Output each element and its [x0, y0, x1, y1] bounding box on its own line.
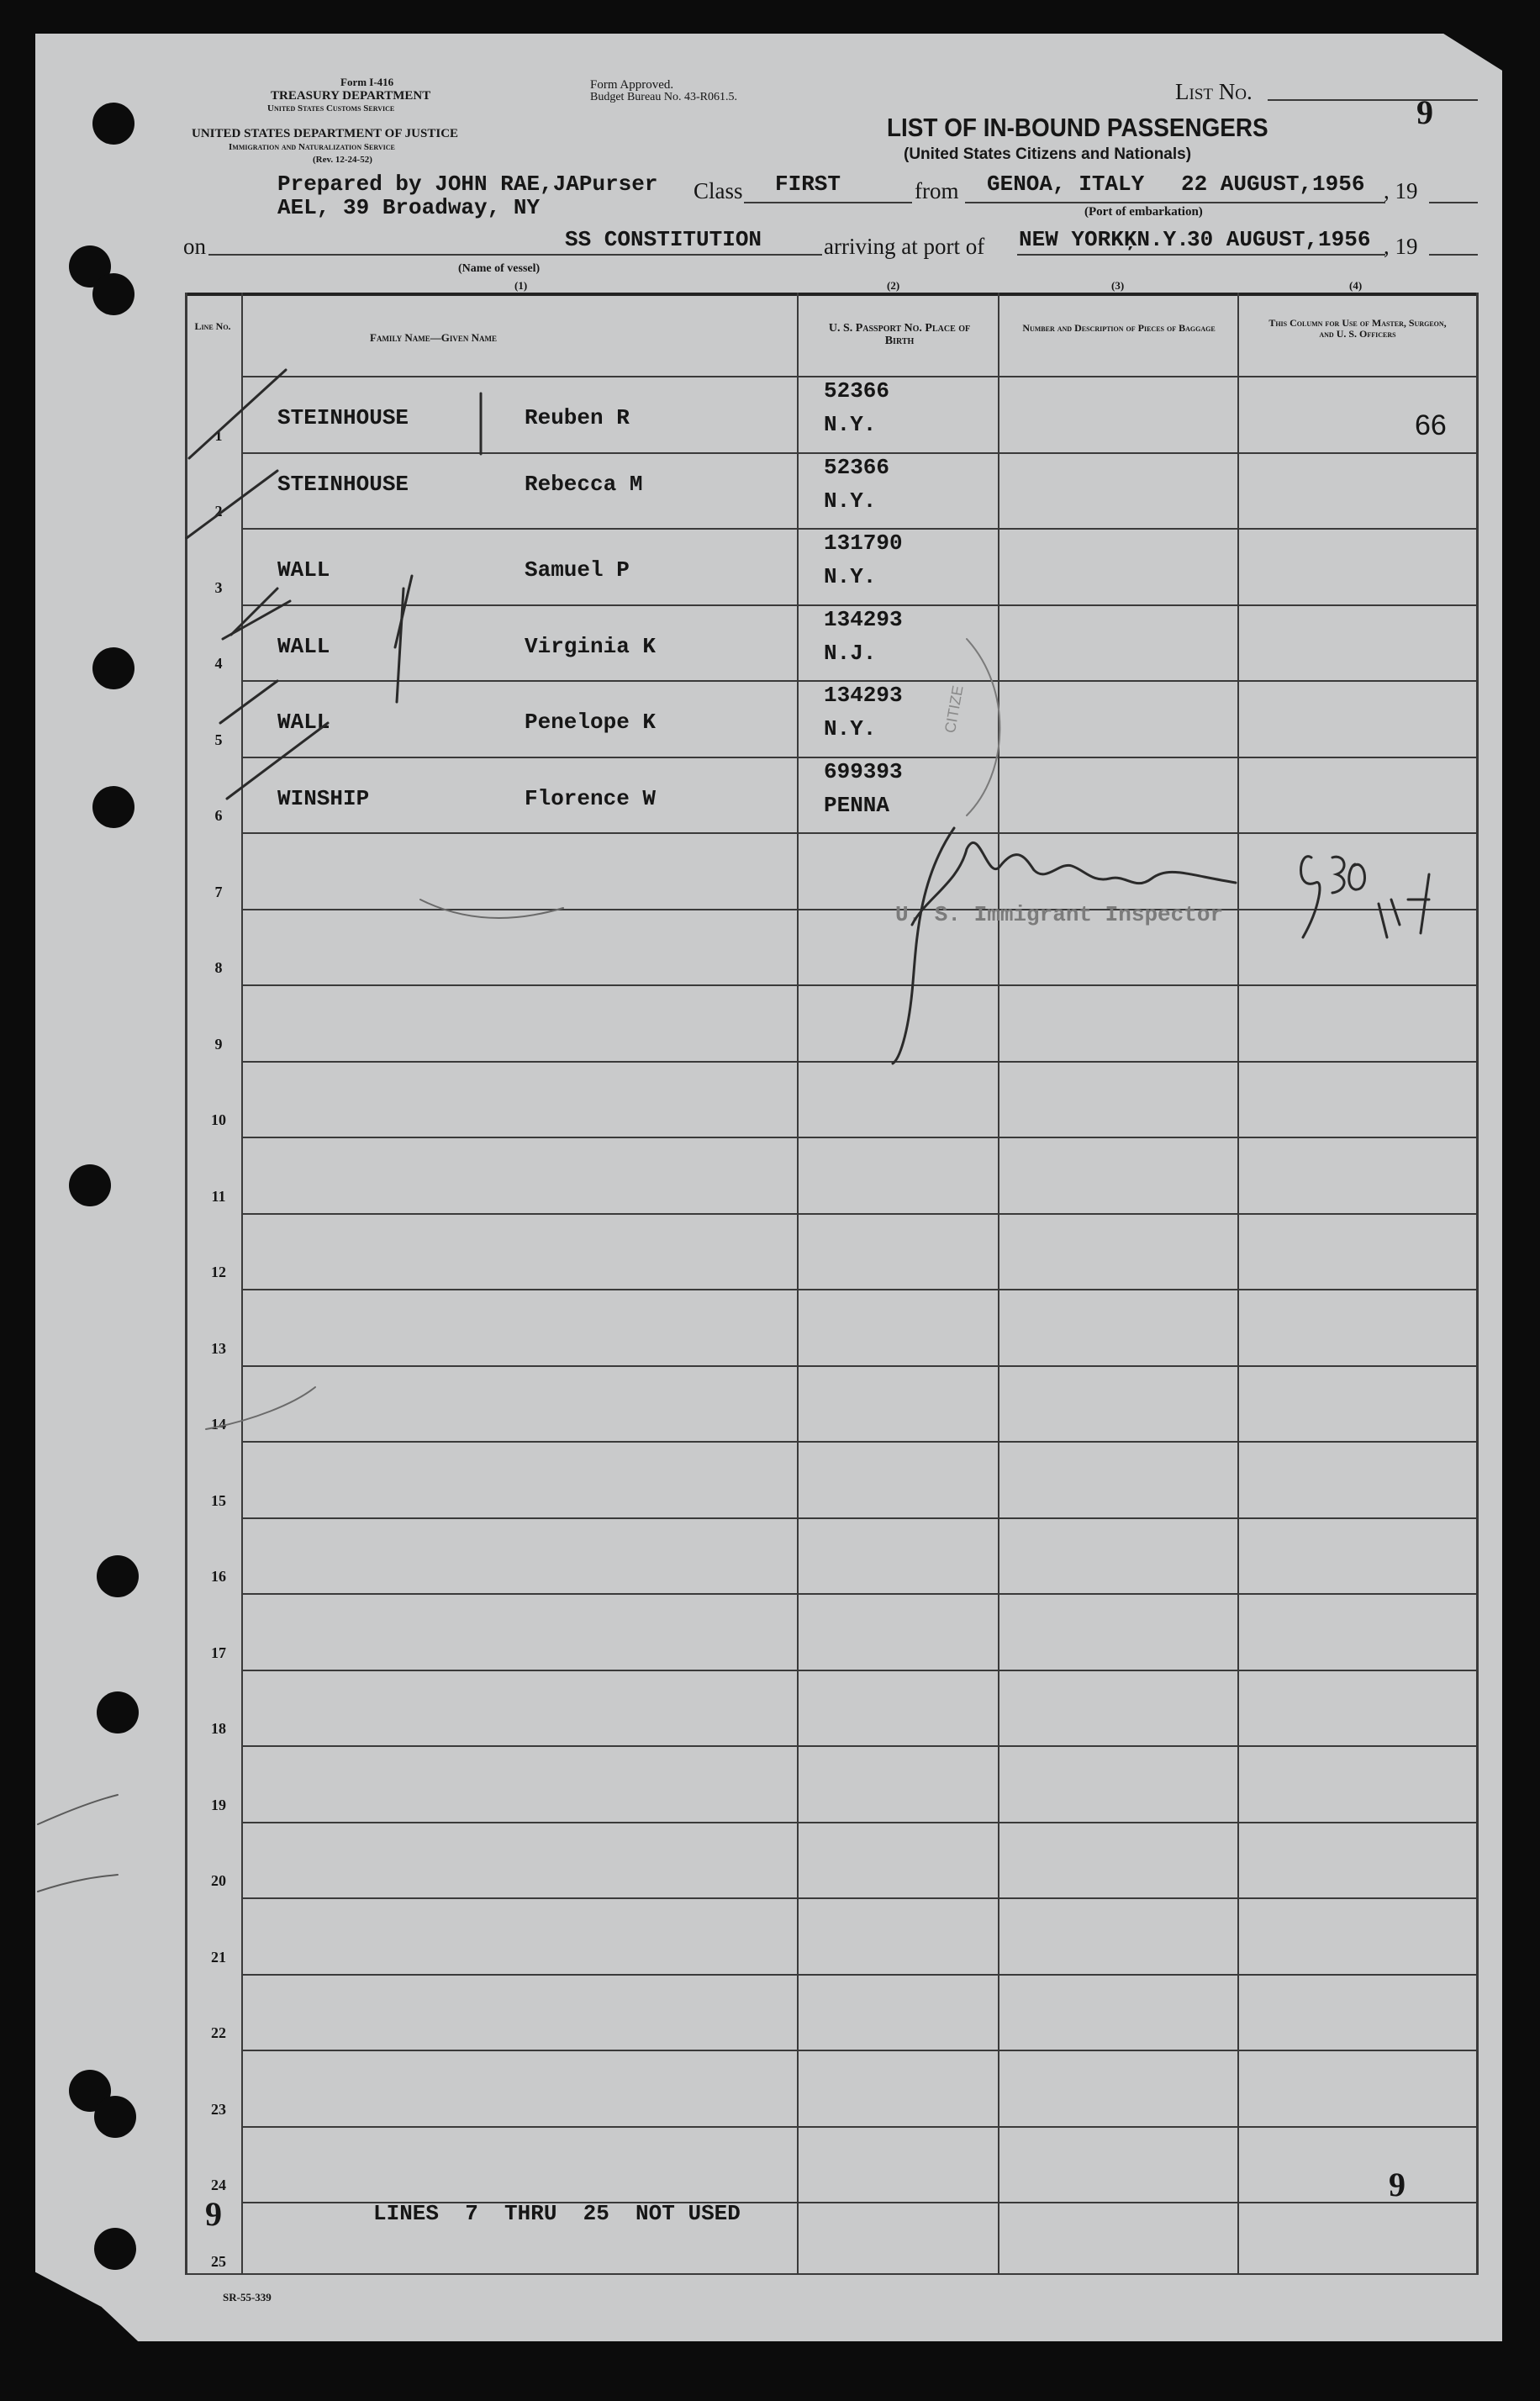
line-number: 4	[214, 655, 223, 672]
line-number: 24	[211, 2177, 226, 2193]
line-number: 7	[214, 884, 223, 900]
prepared-by: Prepared by JOHN RAE,JAPurser	[277, 172, 658, 197]
given-name: Samuel P	[525, 557, 630, 583]
port-embarkation-label: (Port of embarkation)	[1084, 205, 1203, 219]
arrival-date: 30 AUGUST,1956	[1187, 227, 1371, 252]
treasury-department: TREASURY DEPARTMENT	[271, 89, 431, 103]
line-number: 15	[211, 1492, 226, 1509]
passport-number: 134293	[824, 607, 903, 632]
check-mark	[395, 576, 412, 647]
stamp-arc	[38, 1875, 118, 1892]
lines-not-used-note: LINES 7 THRU 25 NOT USED	[373, 2201, 741, 2226]
passport-number: 134293	[824, 683, 903, 708]
place-of-birth: N.Y.	[824, 564, 877, 589]
family-name: STEINHOUSE	[277, 405, 409, 430]
given-name: Reuben R	[525, 405, 630, 430]
ins-label: Immigration and Naturalization Service	[229, 142, 395, 152]
line-number: 6	[214, 807, 223, 824]
year-prefix: , 19	[1384, 234, 1418, 259]
departure-date: 22 AUGUST,1956	[1181, 172, 1365, 197]
column-header-baggage: Number and Description of Pieces of Baggage	[1022, 322, 1216, 334]
place-of-birth: N.Y.	[824, 412, 877, 437]
line-number: 10	[211, 1111, 226, 1128]
place-of-birth: N.J.	[824, 641, 877, 666]
given-name: Virginia K	[525, 634, 657, 659]
family-name: WINSHIP	[277, 786, 370, 811]
line-number: 18	[211, 1720, 226, 1737]
form-approved: Form Approved.	[590, 78, 674, 92]
inspector-signature	[893, 828, 1236, 1063]
check-mark	[397, 588, 403, 702]
citizen-stamp: CITIZE	[941, 683, 967, 735]
list-no-label: List No.	[1175, 79, 1253, 104]
customs-service: United States Customs Service	[267, 103, 395, 113]
given-name: Penelope K	[525, 710, 657, 735]
embarkation-port: GENOA, ITALY	[987, 172, 1145, 197]
vessel-name: SS CONSTITUTION	[565, 227, 762, 252]
line-number: 1	[214, 427, 223, 444]
form-code: SR-55-339	[223, 2291, 272, 2303]
check-mark	[187, 471, 277, 538]
column-header-officers: This Column for Use of Master, Surgeon, and U. S. Officers	[1268, 317, 1447, 340]
place-of-birth: PENNA	[824, 793, 890, 818]
line-number: 23	[211, 2101, 226, 2118]
passport-number: 131790	[824, 530, 903, 556]
line-number: 13	[211, 1340, 226, 1357]
line-number: 16	[211, 1568, 226, 1585]
inspector-label: U. S. Immigrant Inspector	[895, 902, 1224, 927]
passport-number: 699393	[824, 759, 903, 784]
column-number-4: (4)	[1349, 279, 1363, 292]
passport-number: 52366	[824, 455, 890, 480]
line-number: 2	[214, 503, 223, 520]
check-mark	[189, 370, 286, 458]
column-number-2: (2)	[887, 279, 900, 292]
line-number: 14	[211, 1416, 226, 1433]
line-number: 8	[214, 959, 223, 976]
officer-note: 66	[1415, 409, 1447, 441]
total-passengers-left: 9	[205, 2195, 222, 2233]
inspector-time	[1301, 857, 1365, 937]
arrival-port: NEW YORKĶN.Y.	[1019, 227, 1189, 252]
place-of-birth: N.Y.	[824, 488, 877, 514]
stamp-arc	[420, 900, 563, 918]
budget-bureau: Budget Bureau No. 43-R061.5.	[590, 91, 737, 103]
prepared-address: AEL, 39 Broadway, NY	[277, 195, 541, 220]
check-mark	[220, 681, 277, 723]
line-number: 11	[211, 1188, 226, 1205]
line-number: 22	[211, 2024, 226, 2041]
passport-number: 52366	[824, 378, 890, 404]
on-label: on	[183, 234, 206, 259]
list-subtitle: (United States Citizens and Nationals)	[904, 145, 1192, 163]
stamp-arc	[206, 1387, 315, 1429]
inspector-initials	[1379, 874, 1429, 937]
line-number: 20	[211, 1872, 226, 1889]
department-of-justice: UNITED STATES DEPARTMENT OF JUSTICE	[192, 127, 459, 140]
column-number-3: (3)	[1111, 279, 1125, 292]
column-header-name: Family Name—Given Name	[370, 331, 498, 344]
form-number: Form I-416	[340, 76, 394, 88]
family-name: WALL	[277, 557, 330, 583]
arriving-label: arriving at port of	[824, 234, 985, 259]
family-name: WALL	[277, 634, 330, 659]
line-number: 19	[211, 1797, 226, 1813]
vessel-name-label: (Name of vessel)	[458, 262, 541, 275]
year-prefix: , 19	[1384, 178, 1418, 203]
line-number: 17	[211, 1644, 226, 1661]
column-number-1: (1)	[514, 279, 528, 292]
line-number: 12	[211, 1264, 226, 1280]
line-number: 5	[214, 731, 223, 748]
check-mark	[223, 601, 290, 639]
line-number: 3	[214, 579, 223, 596]
check-mark	[227, 723, 328, 799]
family-name: WALL	[277, 710, 330, 735]
place-of-birth: N.Y.	[824, 716, 877, 741]
given-name: Florence W	[525, 786, 657, 811]
class-value: FIRST	[775, 172, 841, 197]
stamp-arc	[38, 1795, 118, 1824]
column-header-line-no: Line No.	[194, 320, 231, 332]
line-number: 9	[214, 1036, 223, 1053]
column-header-passport: U. S. Passport No. Place of Birth	[828, 322, 971, 347]
revision: (Rev. 12-24-52)	[313, 155, 372, 165]
total-passengers-right: 9	[1389, 2166, 1406, 2203]
list-title: LIST OF IN-BOUND PASSENGERS	[887, 113, 1268, 142]
given-name: Rebecca M	[525, 472, 643, 497]
from-label: from	[915, 178, 959, 203]
stamp-arc	[967, 639, 999, 815]
line-number: 21	[211, 1949, 226, 1966]
line-number: 25	[211, 2253, 226, 2270]
class-label: Class	[694, 178, 743, 203]
family-name: STEINHOUSE	[277, 472, 409, 497]
list-number: 9	[1416, 93, 1433, 131]
